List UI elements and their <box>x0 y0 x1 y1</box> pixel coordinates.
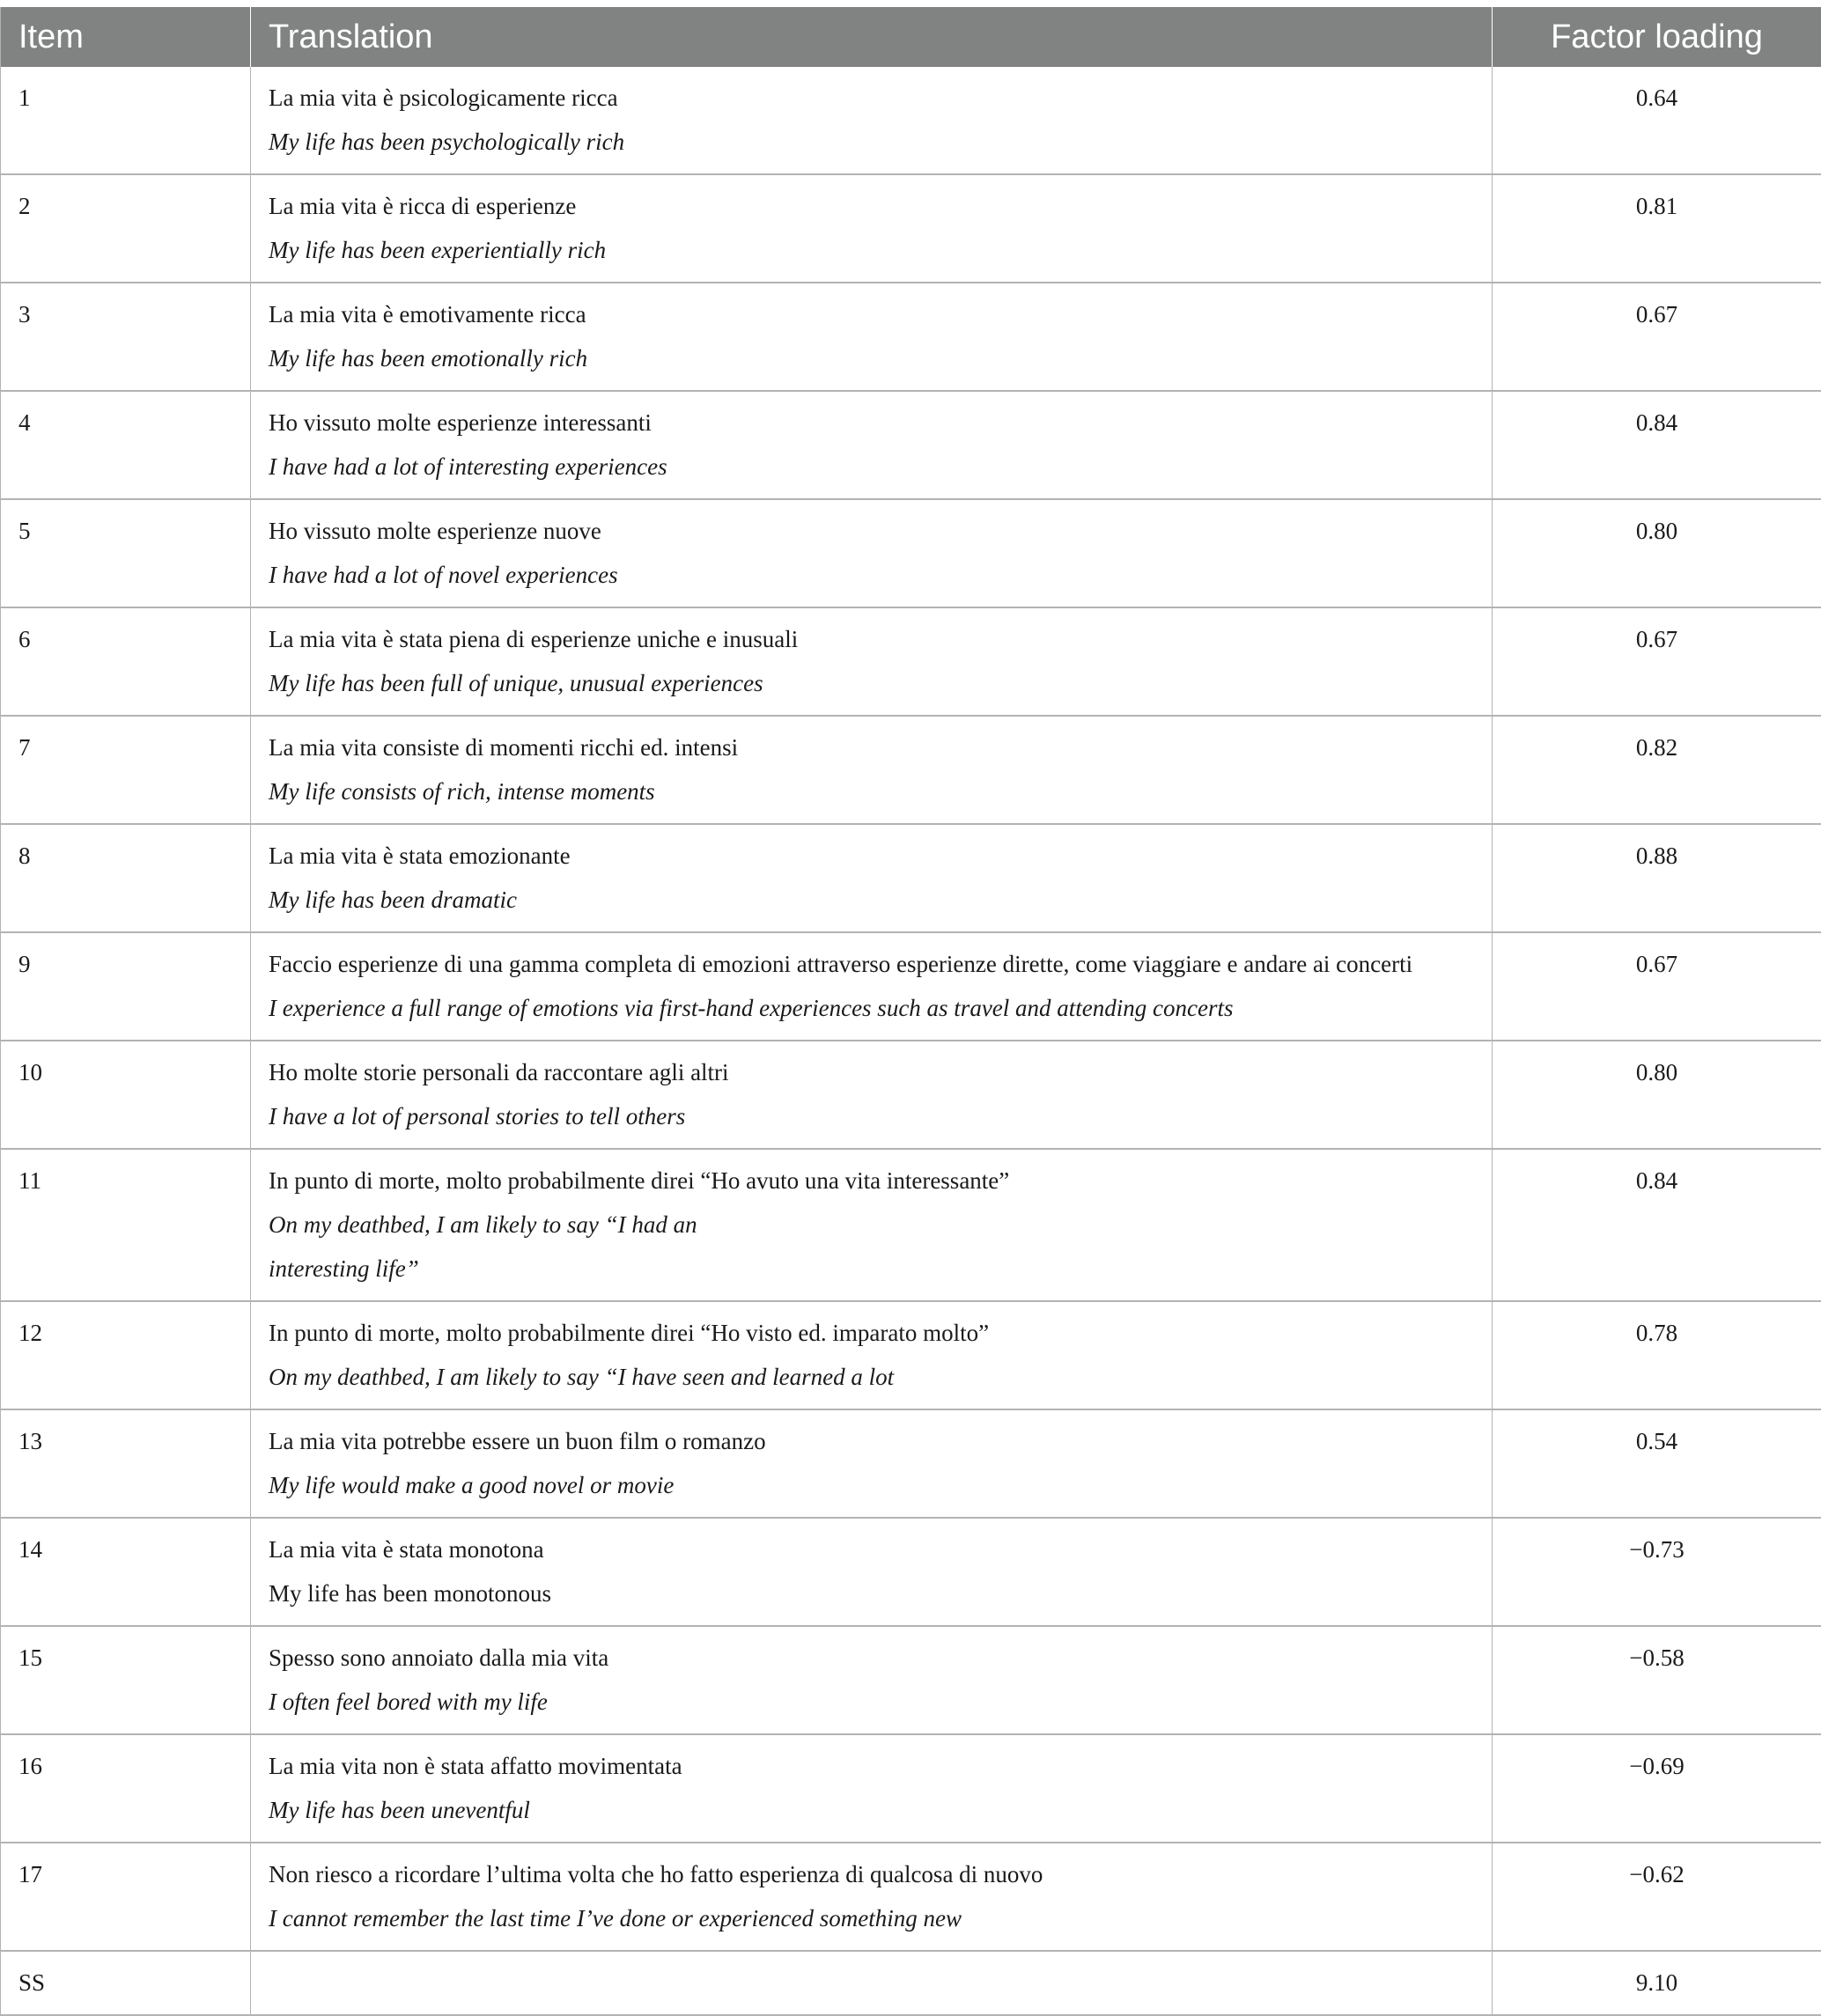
item-number: 16 <box>1 1734 251 1843</box>
table-row <box>1 67 1821 174</box>
factor-loading-table-wrapper <box>0 7 1821 2016</box>
english-translation: I have a lot of personal stories to tell others <box>269 1094 1474 1138</box>
item-number: 9 <box>1 932 251 1041</box>
english-translation: My life has been experientially rich <box>269 228 1474 272</box>
italian-text: La mia vita potrebbe essere un buon film o romanzo <box>269 1419 1474 1463</box>
table-row <box>1 607 1821 716</box>
table-row <box>1 716 1821 824</box>
translation-cell <box>251 283 1493 391</box>
item-number: 8 <box>1 824 251 932</box>
table-row <box>1 1041 1821 1149</box>
italian-text: Faccio esperienze di una gamma completa di emozioni attraverso esperienze dirette, come viaggiare e andare ai concerti <box>269 942 1474 986</box>
factor-loading-value: −0.69 <box>1493 1734 1821 1843</box>
english-translation-continued: interesting life” <box>269 1247 1474 1291</box>
english-translation: I often feel bored with my life <box>269 1680 1474 1724</box>
table-header <box>1 7 1821 67</box>
table-row <box>1 824 1821 932</box>
item-number: 5 <box>1 499 251 607</box>
factor-loading-value: 0.81 <box>1493 174 1821 283</box>
translation-cell <box>251 1149 1493 1301</box>
italian-text: Non riesco a ricordare l’ultima volta che ho fatto esperienza di qualcosa di nuovo <box>269 1852 1474 1896</box>
italian-text: La mia vita è stata piena di esperienze uniche e inusuali <box>269 617 1474 661</box>
english-translation: My life has been emotionally rich <box>269 336 1474 380</box>
translation-cell <box>251 1843 1493 1951</box>
translation-cell <box>251 607 1493 716</box>
header-row <box>1 7 1821 67</box>
factor-loading-value: 0.84 <box>1493 391 1821 499</box>
italian-text: Ho molte storie personali da raccontare agli altri <box>269 1050 1474 1094</box>
item-number: 13 <box>1 1409 251 1518</box>
table-body <box>1 67 1821 2015</box>
translation-cell <box>251 67 1493 174</box>
item-number: 15 <box>1 1626 251 1734</box>
factor-loading-value: 0.67 <box>1493 283 1821 391</box>
italian-text: La mia vita è stata monotona <box>269 1527 1474 1571</box>
table-row <box>1 932 1821 1041</box>
factor-loading-value: 0.67 <box>1493 607 1821 716</box>
italian-text: La mia vita consiste di momenti ricchi ed. intensi <box>269 725 1474 769</box>
translation-cell <box>251 1041 1493 1149</box>
factor-loading-value: 0.84 <box>1493 1149 1821 1301</box>
italian-text: In punto di morte, molto probabilmente direi “Ho visto ed. imparato molto” <box>269 1311 1474 1355</box>
table-row <box>1 1301 1821 1409</box>
italian-text: In punto di morte, molto probabilmente direi “Ho avuto una vita interessante” <box>269 1159 1474 1203</box>
italian-text: La mia vita è emotivamente ricca <box>269 292 1474 336</box>
english-translation: My life has been full of unique, unusual experiences <box>269 661 1474 705</box>
header-translation: Translation <box>251 7 1493 67</box>
factor-loading-value: 0.67 <box>1493 932 1821 1041</box>
item-number: SS <box>1 1951 251 2015</box>
factor-loading-value: 0.82 <box>1493 716 1821 824</box>
item-number: 4 <box>1 391 251 499</box>
item-number: 11 <box>1 1149 251 1301</box>
factor-loading-value: 0.88 <box>1493 824 1821 932</box>
italian-text: La mia vita non è stata affatto movimentata <box>269 1744 1474 1788</box>
english-translation: I experience a full range of emotions via first-hand experiences such as travel and attending concerts <box>269 986 1474 1030</box>
factor-loading-table <box>0 7 1821 2016</box>
table-row <box>1 174 1821 283</box>
english-translation: I cannot remember the last time I’ve done or experienced something new <box>269 1896 1474 1940</box>
factor-loading-value: −0.73 <box>1493 1518 1821 1626</box>
italian-text: Spesso sono annoiato dalla mia vita <box>269 1636 1474 1680</box>
translation-cell <box>251 824 1493 932</box>
english-translation: I have had a lot of novel experiences <box>269 553 1474 597</box>
english-translation: My life would make a good novel or movie <box>269 1463 1474 1507</box>
english-translation: On my deathbed, I am likely to say “I have seen and learned a lot <box>269 1355 1474 1399</box>
translation-cell <box>251 1409 1493 1518</box>
table-row <box>1 1518 1821 1626</box>
italian-text: La mia vita è psicologicamente ricca <box>269 76 1474 120</box>
translation-cell <box>251 499 1493 607</box>
table-row <box>1 1626 1821 1734</box>
item-number: 1 <box>1 67 251 174</box>
english-translation: My life consists of rich, intense moments <box>269 769 1474 813</box>
translation-cell <box>251 716 1493 824</box>
translation-cell <box>251 1301 1493 1409</box>
factor-loading-value: −0.58 <box>1493 1626 1821 1734</box>
item-number: 3 <box>1 283 251 391</box>
table-row <box>1 1951 1821 2015</box>
item-number: 14 <box>1 1518 251 1626</box>
table-row <box>1 1734 1821 1843</box>
item-number: 17 <box>1 1843 251 1951</box>
english-translation: My life has been psychologically rich <box>269 120 1474 164</box>
header-item: Item <box>1 7 251 67</box>
translation-cell <box>251 1734 1493 1843</box>
table-row <box>1 283 1821 391</box>
translation-cell <box>251 1626 1493 1734</box>
translation-cell <box>251 1951 1493 2015</box>
item-number: 2 <box>1 174 251 283</box>
factor-loading-value: 0.64 <box>1493 67 1821 174</box>
italian-text: La mia vita è stata emozionante <box>269 834 1474 878</box>
header-factor-loading: Factor loading <box>1493 7 1821 67</box>
italian-text: La mia vita è ricca di esperienze <box>269 184 1474 228</box>
item-number: 7 <box>1 716 251 824</box>
italian-text: Ho vissuto molte esperienze interessanti <box>269 401 1474 445</box>
item-number: 6 <box>1 607 251 716</box>
english-translation: On my deathbed, I am likely to say “I had an <box>269 1203 1474 1247</box>
factor-loading-value: −0.62 <box>1493 1843 1821 1951</box>
translation-cell <box>251 932 1493 1041</box>
english-translation: My life has been uneventful <box>269 1788 1474 1832</box>
factor-loading-value: 0.80 <box>1493 499 1821 607</box>
table-row <box>1 391 1821 499</box>
italian-text: Ho vissuto molte esperienze nuove <box>269 509 1474 553</box>
table-row <box>1 1409 1821 1518</box>
factor-loading-value: 0.78 <box>1493 1301 1821 1409</box>
table-row <box>1 499 1821 607</box>
factor-loading-value: 9.10 <box>1493 1951 1821 2015</box>
table-row <box>1 1149 1821 1301</box>
translation-cell <box>251 174 1493 283</box>
factor-loading-value: 0.54 <box>1493 1409 1821 1518</box>
english-translation: My life has been dramatic <box>269 878 1474 922</box>
translation-cell <box>251 1518 1493 1626</box>
item-number: 12 <box>1 1301 251 1409</box>
table-row <box>1 1843 1821 1951</box>
factor-loading-value: 0.80 <box>1493 1041 1821 1149</box>
english-translation: My life has been monotonous <box>269 1571 1474 1615</box>
translation-cell <box>251 391 1493 499</box>
english-translation: I have had a lot of interesting experiences <box>269 445 1474 489</box>
item-number: 10 <box>1 1041 251 1149</box>
